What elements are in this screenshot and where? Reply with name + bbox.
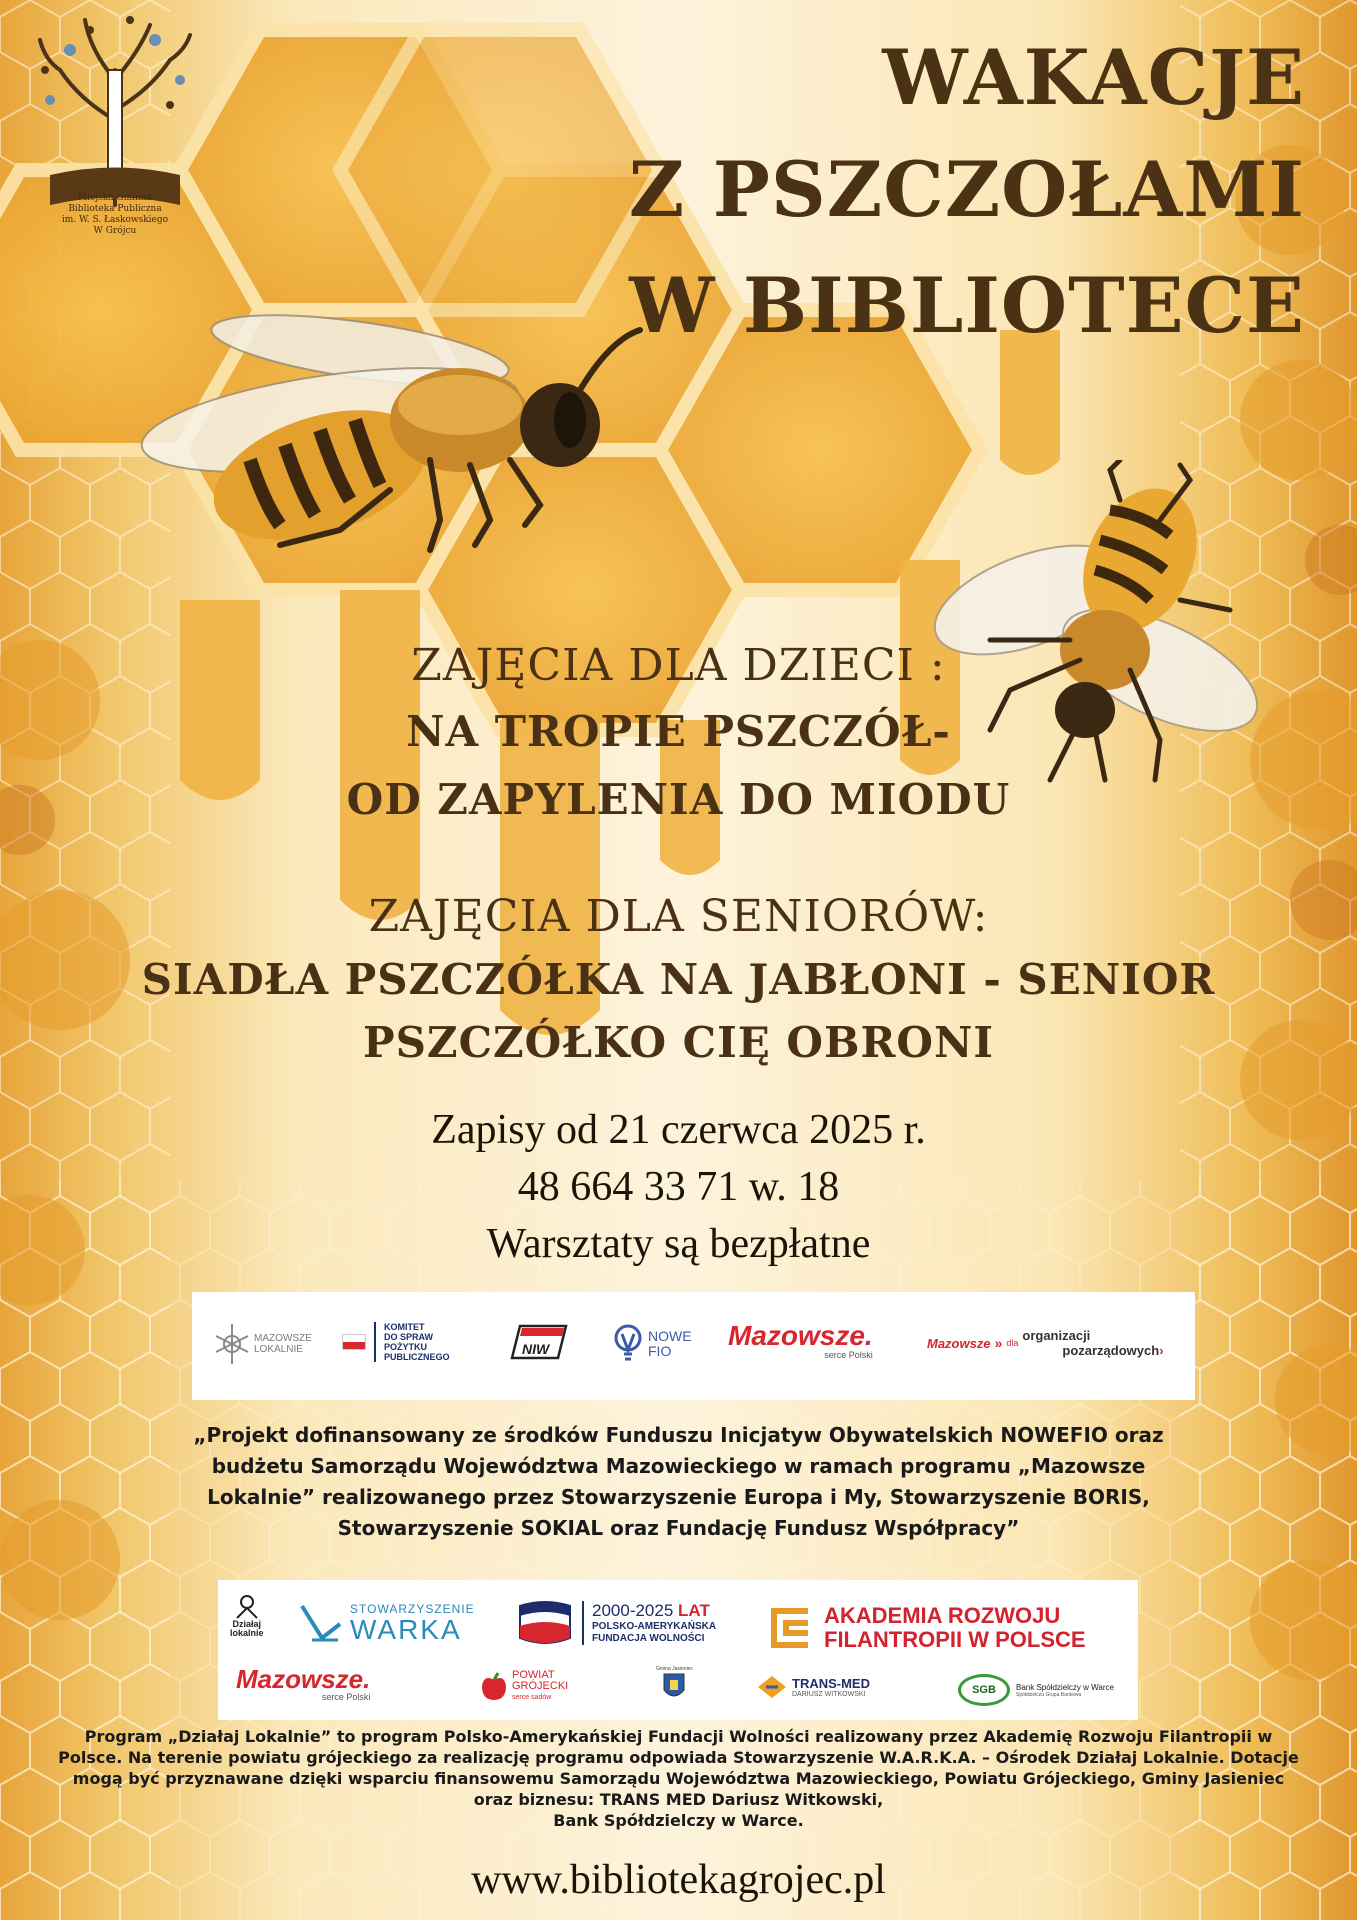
- funding-note-line: Stowarzyszenie SOKIAL oraz Fundację Fundusz Współpracy”: [337, 1516, 1020, 1540]
- gmina-jasieniec-logo: [656, 1666, 693, 1702]
- children-line-2: OD ZAPYLENIA DO MIODU: [346, 775, 1011, 824]
- library-logo: [30, 10, 200, 270]
- mazowsze-ngo-logo: [927, 1328, 1164, 1358]
- dzialaj-line: lokalnie: [230, 1628, 264, 1638]
- mazowsze-label: Mazowsze.: [236, 1664, 371, 1694]
- logo-caption-line: im. W. S. Łaskowskiego: [61, 215, 169, 225]
- dzialaj-lokalnie-logo: [230, 1594, 264, 1638]
- sponsor-logos-bottom: [218, 1580, 1138, 1720]
- title-line-1: WAKACJE: [882, 33, 1305, 122]
- title-line-2: Z PSZCZOŁAMI: [628, 145, 1305, 234]
- sponsor-logos-top: [192, 1292, 1195, 1400]
- title-line-3: W BIBLIOTECE: [629, 261, 1305, 350]
- powiat-line: GRÓJECKI: [512, 1680, 569, 1692]
- mazowsze-logo-bottom: [236, 1666, 370, 1702]
- stow-top: STOWARZYSZENIE: [350, 1602, 475, 1616]
- komitet-line: KOMITET: [384, 1322, 425, 1332]
- ngo-brand: Mazowsze: [927, 1335, 991, 1351]
- stow-name: WARKA: [350, 1614, 462, 1645]
- nowe-fio-line: FIO: [648, 1343, 672, 1359]
- funding-note-line: „Projekt dofinansowany ze środków Funduszu Inicjatyw Obywatelskich NOWEFIO oraz: [193, 1423, 1164, 1447]
- niw-logo: [510, 1320, 568, 1364]
- niw-label: NIW: [522, 1341, 550, 1357]
- seniors-line-2: PSZCZÓŁKO CIĘ OBRONI: [363, 1018, 994, 1067]
- funding-note-line: Lokalnie” realizowanego przez Stowarzyszenie Europa i My, Stowarzyszenie BORIS,: [207, 1485, 1150, 1509]
- nowe-fio-logo: [612, 1324, 692, 1364]
- powiat-grojecki-logo: [480, 1670, 568, 1703]
- double-chevron-icon: »: [994, 1335, 1003, 1351]
- paf-line: FUNDACJA WOLNOŚCI: [592, 1633, 705, 1644]
- powiat-line: POWIAT: [512, 1669, 555, 1681]
- bee-illustration-left: [130, 310, 650, 580]
- akademia-logo: [768, 1604, 1086, 1652]
- paf-line: POLSKO-AMERYKAŃSKA: [592, 1621, 717, 1632]
- seniors-heading: ZAJĘCIA DLA SENIORÓW:: [368, 891, 989, 942]
- akademia-icon: [768, 1605, 814, 1651]
- program-note-line: mogą być przyznawane dzięki wsparciu finansowemu Samorządu Województwa Mazowieckiego, Powiatu Grójeckiego, Gminy Jasieniec: [72, 1769, 1285, 1788]
- mazowsze-label: Mazowsze.: [728, 1320, 873, 1351]
- komitet-line: POŻYTKU: [384, 1342, 428, 1352]
- program-note: [0, 1726, 1357, 1831]
- logo-caption-line: Miejska Gminna: [77, 193, 153, 203]
- akademia-line: AKADEMIA ROZWOJU: [824, 1603, 1061, 1628]
- mazowsze-sub: serce Polski: [321, 1692, 371, 1702]
- warka-bird-icon: [298, 1600, 344, 1646]
- sgb-label: SGB: [972, 1684, 996, 1696]
- program-note-line: Program „Działaj Lokalnie” to program Polsko-Amerykańskiej Fundacji Wolności realizowany przez Akademię Rozwoju Filantropii w: [84, 1727, 1273, 1746]
- tree-book-icon: [30, 10, 200, 210]
- mazowsze-lokalnie-label: MAZOWSZE LOKALNIE: [254, 1333, 312, 1355]
- registration-text: Zapisy od 21 czerwca 2025 r.: [431, 1107, 926, 1153]
- library-logo-caption: [30, 193, 200, 237]
- paf-logo: [516, 1598, 716, 1648]
- logo-caption-line: W Grójcu: [93, 226, 137, 236]
- trans-med-icon: [756, 1674, 788, 1700]
- children-heading: ZAJĘCIA DLA DZIECI :: [411, 640, 946, 691]
- phone-text: 48 664 33 71 w. 18: [517, 1164, 840, 1210]
- coat-of-arms-icon: [662, 1672, 686, 1702]
- powiat-line: serce sadów: [512, 1694, 552, 1701]
- gmina-label: Gmina Jasieniec: [656, 1666, 693, 1672]
- program-note-line: Polsce. Na terenie powiatu grójeckiego za realizację programu odpowiada Stowarzyszenie W.A.R.K.A. – Ośrodek Działaj Lokalnie. Dotacje: [58, 1748, 1299, 1767]
- ngo-dla: dla: [1006, 1338, 1019, 1348]
- trans-med-sub: DARIUSZ WITKOWSKI: [792, 1690, 866, 1698]
- trans-med-label: TRANS-MED: [792, 1675, 870, 1691]
- seniors-line-1: SIADŁA PSZCZÓŁKA NA JABŁONI - SENIOR: [141, 955, 1216, 1004]
- sgb-badge: [958, 1674, 1010, 1706]
- komitet-line: PUBLICZNEGO: [384, 1352, 450, 1362]
- program-note-line: oraz biznesu: TRANS MED Dariusz Witkowski,: [473, 1790, 884, 1809]
- stowarzyszenie-warka-logo: [298, 1600, 475, 1646]
- bank-sgb-logo: [958, 1674, 1114, 1706]
- mazowsze-lokalnie-logo: [212, 1322, 314, 1366]
- paf-lat: LAT: [678, 1601, 710, 1620]
- chevron-right-icon: ›: [1159, 1343, 1164, 1358]
- logo-caption-line: Biblioteka Publiczna: [68, 204, 162, 214]
- children-line-1: NA TROPIE PSZCZÓŁ-: [406, 707, 951, 756]
- paf-flag-icon: [516, 1598, 574, 1648]
- program-note-line: Bank Spółdzielczy w Warce.: [553, 1811, 804, 1830]
- mazowsze-logo-top: [728, 1322, 873, 1360]
- apple-icon: [480, 1672, 508, 1702]
- nowe-fio-line: NOWE: [648, 1328, 692, 1344]
- nowe-fio-icon: [612, 1324, 644, 1364]
- free-workshops-text: Warsztaty są bezpłatne: [486, 1221, 871, 1267]
- bank-line: Bank Spółdzielczy w Warce: [1016, 1682, 1114, 1692]
- poland-flag-icon: [342, 1334, 366, 1350]
- website-link[interactable]: www.bibliotekagrojec.pl: [471, 1857, 886, 1903]
- komitet-logo: [342, 1322, 450, 1362]
- mazowsze-sub: serce Polski: [824, 1350, 873, 1360]
- ngo-line: pozarządowych: [1062, 1343, 1160, 1358]
- ngo-line: organizacji: [1022, 1328, 1091, 1343]
- dzialaj-line: Działaj: [232, 1619, 262, 1629]
- bank-line: Spółdzielcza Grupa Bankowa: [1016, 1691, 1082, 1698]
- komitet-line: DO SPRAW: [384, 1332, 434, 1342]
- funding-note-line: budżetu Samorządu Województwa Mazowieckiego w ramach programu „Mazowsze: [211, 1454, 1146, 1478]
- trans-med-logo: [756, 1674, 870, 1700]
- dzialaj-lokalnie-icon: [232, 1594, 262, 1620]
- mazowsze-lokalnie-icon: [212, 1322, 252, 1366]
- funding-note: [0, 1420, 1357, 1544]
- akademia-line: FILANTROPII W POLSCE: [824, 1627, 1086, 1652]
- niw-flag-icon: [510, 1320, 568, 1364]
- paf-years: 2000-2025: [592, 1601, 674, 1620]
